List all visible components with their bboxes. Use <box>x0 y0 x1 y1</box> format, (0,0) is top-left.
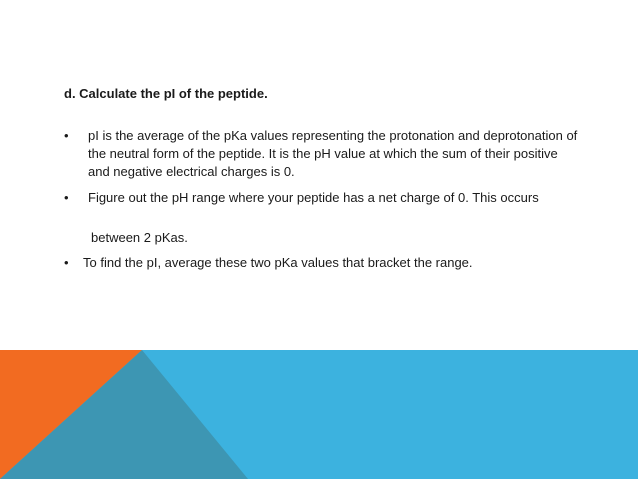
bullet-text: Figure out the pH range where your peptide has a net charge of 0. This occurs <box>88 190 539 205</box>
bullet-text: To find the pI, average these two pKa values that bracket the range. <box>83 255 473 270</box>
slide-heading: d. Calculate the pI of the peptide. <box>64 86 268 101</box>
bullet-text: pI is the average of the pKa values representing the protonation and deprotonation of the neutral form of the peptide. It is the pH value at which the sum of their positive and negative electrical charges is 0. <box>88 128 578 179</box>
bullet-marker: • <box>64 128 69 143</box>
bullet-marker: • <box>64 190 69 205</box>
footer-decoration <box>0 350 638 479</box>
bullet-continuation-text: between 2 pKas. <box>91 230 188 245</box>
footer-shapes <box>0 350 638 479</box>
bullet-marker: • <box>64 255 69 270</box>
